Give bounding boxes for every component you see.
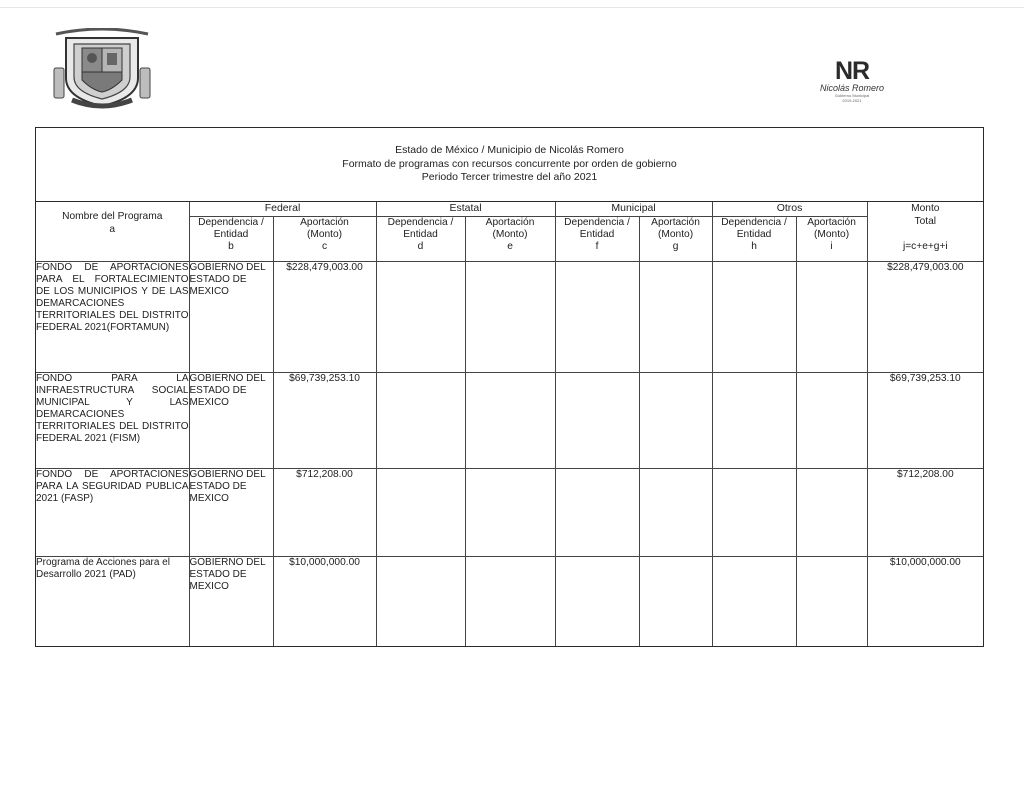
letter-f: f — [595, 241, 599, 252]
total-header-line1: Monto — [911, 203, 940, 214]
empty-cell — [465, 557, 555, 646]
empty-cell — [712, 373, 796, 469]
brand-mark: NR — [834, 57, 870, 85]
empty-cell — [796, 557, 867, 646]
total-amount: $228,479,003.00 — [867, 262, 983, 373]
empty-cell — [639, 373, 712, 469]
federal-aportacion-label: Aportación (Monto) — [300, 217, 349, 240]
dependencia-cell: GOBIERNO DEL ESTADO DE MEXICO — [189, 262, 273, 373]
coat-of-arms-icon — [52, 28, 152, 110]
page-edge — [0, 7, 1024, 8]
empty-cell — [376, 373, 465, 469]
total-column-header — [867, 202, 983, 262]
federal-amount: $712,208.00 — [273, 469, 376, 557]
total-amount: $10,000,000.00 — [867, 557, 983, 646]
table-row — [36, 373, 983, 469]
otros-dependencia-header — [712, 217, 796, 262]
empty-cell — [376, 469, 465, 557]
federal-amount: $10,000,000.00 — [273, 557, 376, 646]
group-municipal: Municipal — [555, 202, 712, 217]
municipal-aportacion-label: Aportación (Monto) — [651, 217, 700, 240]
empty-cell — [639, 469, 712, 557]
letter-c: c — [321, 241, 328, 252]
estatal-dependencia-label: Dependencia / Entidad — [387, 217, 454, 240]
total-amount: $69,739,253.10 — [867, 373, 983, 469]
programs-table — [36, 202, 983, 646]
empty-cell — [376, 262, 465, 373]
federal-aportacion-header — [273, 217, 376, 262]
federal-amount: $69,739,253.10 — [273, 373, 376, 469]
empty-cell — [796, 373, 867, 469]
program-column-header — [36, 202, 189, 262]
group-federal: Federal — [189, 202, 376, 217]
brand-years: 2019-2021 — [842, 98, 862, 103]
dependencia-cell: GOBIERNO DEL ESTADO DE MEXICO — [189, 469, 273, 557]
group-estatal: Estatal — [376, 202, 555, 217]
federal-amount: $228,479,003.00 — [273, 262, 376, 373]
empty-cell — [796, 262, 867, 373]
header-line-2: Formato de programas con recursos concurrente por orden de gobierno — [342, 157, 677, 170]
empty-cell — [712, 557, 796, 646]
program-name: Programa de Acciones para el Desarrollo 2021 (PAD) — [36, 557, 189, 646]
total-header-formula: j=c+e+g+i — [902, 241, 948, 252]
otros-aportacion-header — [796, 217, 867, 262]
letter-b: b — [228, 241, 234, 252]
letter-g: g — [672, 241, 679, 252]
empty-cell — [555, 373, 639, 469]
empty-cell — [555, 469, 639, 557]
coat-of-arms-logo — [52, 28, 152, 110]
table-row — [36, 557, 983, 646]
program-name: FONDO PARA LA INFRAESTRUCTURA SOCIAL MUNICIPAL Y LAS DEMARCACIONES TERRITORIALES DEL DISTRITO FEDERAL 2021 (FISM) — [36, 373, 189, 469]
federal-dependencia-header — [189, 217, 273, 262]
header-line-1: Estado de México / Municipio de Nicolás Romero — [395, 144, 624, 156]
report-frame — [35, 127, 984, 647]
estatal-aportacion-header — [465, 217, 555, 262]
program-header-letter: a — [109, 224, 116, 235]
total-amount: $712,208.00 — [867, 469, 983, 557]
empty-cell — [465, 469, 555, 557]
empty-cell — [639, 557, 712, 646]
empty-cell — [555, 262, 639, 373]
empty-cell — [555, 557, 639, 646]
municipal-dependencia-label: Dependencia / Entidad — [564, 217, 630, 240]
program-name: FONDO DE APORTACIONES PARA LA SEGURIDAD PUBLICA 2021 (FASP) — [36, 469, 189, 557]
municipal-aportacion-header — [639, 217, 712, 262]
empty-cell — [376, 557, 465, 646]
letter-d: d — [417, 241, 424, 252]
table-row — [36, 469, 983, 557]
federal-dependencia-label: Dependencia / Entidad — [198, 217, 264, 240]
program-name: FONDO DE APORTACIONES PARA EL FORTALECIMIENTO DE LOS MUNICIPIOS Y DE LAS DEMARCACIONES TERRITORIALES DEL DISTRITO FEDERAL 2021(FORTAMUN) — [36, 262, 189, 373]
empty-cell — [712, 469, 796, 557]
program-header-title: Nombre del Programa — [62, 211, 163, 222]
letter-h: h — [751, 241, 757, 252]
report-header — [36, 128, 983, 202]
dependencia-cell: GOBIERNO DEL ESTADO DE MEXICO — [189, 373, 273, 469]
nicolas-romero-logo — [810, 58, 894, 108]
empty-cell — [796, 469, 867, 557]
letter-e: e — [507, 241, 513, 252]
otros-dependencia-label: Dependencia / Entidad — [721, 217, 787, 240]
estatal-dependencia-header — [376, 217, 465, 262]
total-header-line2: Total — [914, 216, 937, 227]
dependencia-cell: GOBIERNO DEL ESTADO DE MEXICO — [189, 557, 273, 646]
header-line-3: Periodo Tercer trimestre del año 2021 — [421, 171, 598, 183]
group-otros: Otros — [712, 202, 867, 217]
empty-cell — [465, 262, 555, 373]
otros-aportacion-label: Aportación (Monto) — [807, 217, 856, 240]
empty-cell — [639, 262, 712, 373]
municipal-dependencia-header — [555, 217, 639, 262]
estatal-aportacion-label: Aportación (Monto) — [485, 217, 535, 240]
brand-name: Nicolás Romero — [819, 83, 885, 93]
empty-cell — [465, 373, 555, 469]
group-header-row — [36, 202, 983, 217]
table-row — [36, 262, 983, 373]
empty-cell — [712, 262, 796, 373]
letter-i: i — [830, 241, 833, 252]
brand-sub: Gobierno Municipal — [834, 93, 870, 98]
